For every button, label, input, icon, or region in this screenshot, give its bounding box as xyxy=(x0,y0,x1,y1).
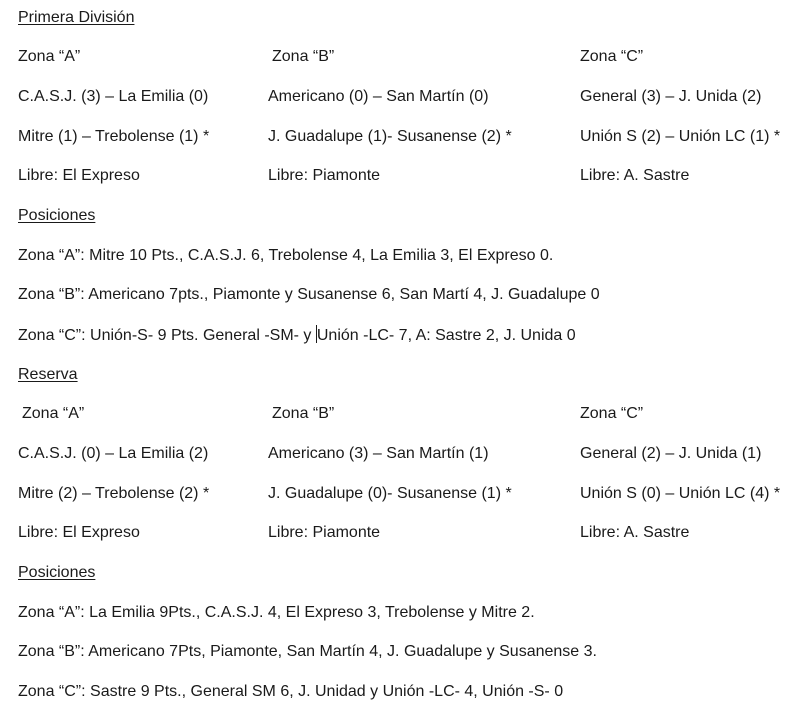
reserva-match-b-1: Americano (3) – San Martín (1) xyxy=(268,445,489,462)
primera-posiciones-zona-c-part2: Unión -LC- 7, A: Sastre 2, J. Unida 0 xyxy=(316,327,576,344)
primera-posiciones-zona-c xyxy=(18,325,576,345)
reserva-zona-b-header: Zona “B” xyxy=(272,405,335,422)
primera-division-heading: Primera División xyxy=(18,9,135,26)
primera-zona-b-header: Zona “B” xyxy=(272,48,335,65)
primera-libre-a: Libre: El Expreso xyxy=(18,167,140,184)
reserva-match-b-2: J. Guadalupe (0)- Susanense (1) * xyxy=(268,485,512,502)
primera-match-c-1: General (3) – J. Unida (2) xyxy=(580,88,762,105)
reserva-posiciones-heading: Posiciones xyxy=(18,564,96,581)
primera-match-b-1: Americano (0) – San Martín (0) xyxy=(268,88,489,105)
primera-posiciones-zona-b: Zona “B”: Americano 7pts., Piamonte y Susanense 6, San Martí 4, J. Guadalupe 0 xyxy=(18,286,600,303)
primera-zona-a-header: Zona “A” xyxy=(18,48,81,65)
reserva-libre-b: Libre: Piamonte xyxy=(268,524,381,541)
primera-posiciones-heading: Posiciones xyxy=(18,207,96,224)
reserva-match-a-1: C.A.S.J. (0) – La Emilia (2) xyxy=(18,445,209,462)
primera-posiciones-zona-c-part1: Zona “C”: Unión-S- 9 Pts. General -SM- y xyxy=(18,327,316,344)
primera-match-c-2: Unión S (2) – Unión LC (1) * xyxy=(580,128,781,145)
reserva-posiciones-zona-b: Zona “B”: Americano 7Pts, Piamonte, San Martín 4, J. Guadalupe y Susanense 3. xyxy=(18,643,597,660)
primera-zona-c-header: Zona “C” xyxy=(580,48,644,65)
primera-match-a-2: Mitre (1) – Trebolense (1) * xyxy=(18,128,210,145)
reserva-match-a-2: Mitre (2) – Trebolense (2) * xyxy=(18,485,210,502)
reserva-libre-c: Libre: A. Sastre xyxy=(580,524,690,541)
reserva-posiciones-zona-c: Zona “C”: Sastre 9 Pts., General SM 6, J. Unidad y Unión -LC- 4, Unión -S- 0 xyxy=(18,683,564,700)
reserva-zona-a-header: Zona “A” xyxy=(22,405,85,422)
reserva-match-c-1: General (2) – J. Unida (1) xyxy=(580,445,762,462)
primera-libre-c: Libre: A. Sastre xyxy=(580,167,690,184)
reserva-zona-c-header: Zona “C” xyxy=(580,405,644,422)
primera-match-a-1: C.A.S.J. (3) – La Emilia (0) xyxy=(18,88,209,105)
reserva-match-c-2: Unión S (0) – Unión LC (4) * xyxy=(580,485,781,502)
primera-match-b-2: J. Guadalupe (1)- Susanense (2) * xyxy=(268,128,512,145)
primera-libre-b: Libre: Piamonte xyxy=(268,167,381,184)
reserva-posiciones-zona-a: Zona “A”: La Emilia 9Pts., C.A.S.J. 4, El Expreso 3, Trebolense y Mitre 2. xyxy=(18,604,535,621)
primera-posiciones-zona-a: Zona “A”: Mitre 10 Pts., C.A.S.J. 6, Trebolense 4, La Emilia 3, El Expreso 0. xyxy=(18,247,554,264)
reserva-libre-a: Libre: El Expreso xyxy=(18,524,140,541)
reserva-heading: Reserva xyxy=(18,366,78,383)
